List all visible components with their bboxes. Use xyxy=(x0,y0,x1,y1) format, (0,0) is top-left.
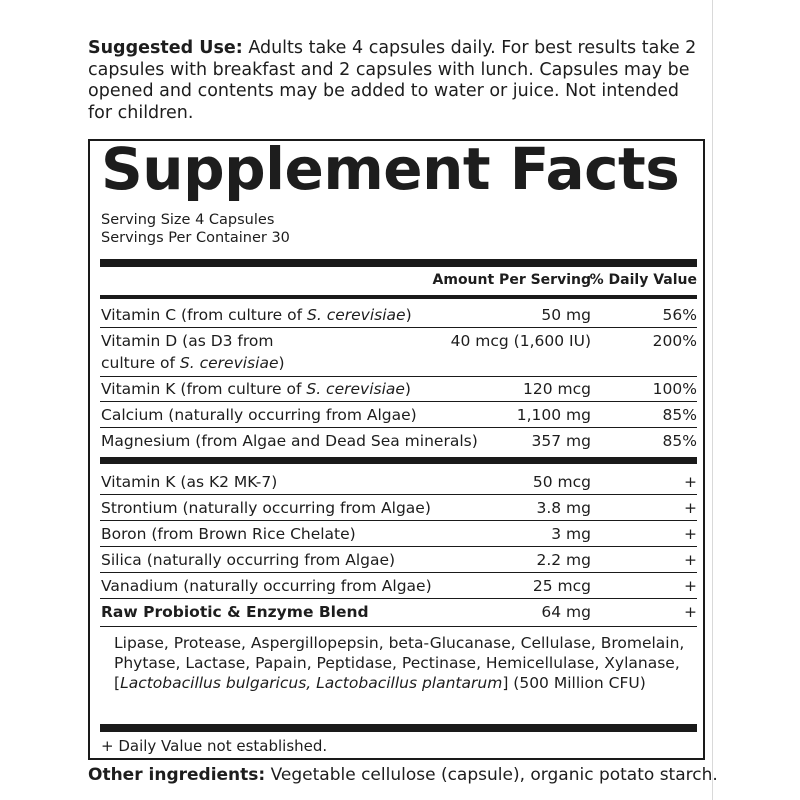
other-ingredients-label: Other ingredients: xyxy=(88,765,266,785)
suggested-use xyxy=(88,38,708,124)
nutrient-dv: + xyxy=(684,603,697,621)
nutrient-amount: 1,100 mg xyxy=(516,406,591,424)
nutrient-row xyxy=(100,601,697,627)
nutrient-name: Silica (naturally occurring from Algae) xyxy=(101,551,396,569)
nutrient-amount: 357 mg xyxy=(531,432,591,450)
nutrient-name: Calcium (naturally occurring from Algae) xyxy=(101,406,417,424)
nutrient-name: Raw Probiotic & Enzyme Blend xyxy=(101,603,369,621)
footnote: + Daily Value not established. xyxy=(101,737,328,755)
nutrient-row xyxy=(100,575,697,599)
nutrient-row xyxy=(100,330,697,377)
nutrient-amount: 50 mcg xyxy=(532,473,591,491)
supplement-facts-panel xyxy=(88,135,705,760)
suggested-use-label: Suggested Use: xyxy=(88,38,243,58)
header-amount: Amount Per Serving xyxy=(432,272,591,288)
right-edge-line xyxy=(712,0,713,800)
suggested-use-text: Adults take 4 capsules daily. For best results take 2 capsules with breakfast and 2 capsules with lunch. Capsules may be opened and contents may be added to water or juice. Not intended for children. xyxy=(88,38,697,123)
nutrient-row xyxy=(100,378,697,402)
serving-size: Serving Size 4 Capsules xyxy=(101,212,275,228)
facts-title: Supplement Facts xyxy=(101,135,680,203)
nutrient-row xyxy=(100,549,697,573)
nutrient-dv: 85% xyxy=(662,432,697,450)
thick-divider xyxy=(100,259,697,267)
nutrient-amount: 2.2 mg xyxy=(536,551,591,569)
nutrient-amount: 50 mg xyxy=(541,306,591,324)
nutrient-name: Vitamin C (from culture of S. cerevisiae) xyxy=(101,306,412,324)
nutrient-name: Vitamin D (as D3 from culture of S. cerevisiae) xyxy=(101,332,285,372)
nutrient-dv: + xyxy=(684,525,697,543)
nutrient-name: Boron (from Brown Rice Chelate) xyxy=(101,525,356,543)
nutrient-amount: 3 mg xyxy=(551,525,591,543)
nutrient-row xyxy=(100,430,697,453)
nutrient-amount: 120 mcg xyxy=(523,380,591,398)
nutrient-dv: 56% xyxy=(662,306,697,324)
thick-divider xyxy=(100,724,697,732)
nutrient-row xyxy=(100,304,697,328)
header-daily-value: % Daily Value xyxy=(589,272,697,288)
nutrient-amount: 3.8 mg xyxy=(536,499,591,517)
nutrient-name: Magnesium (from Algae and Dead Sea minerals) xyxy=(101,432,478,450)
nutrient-amount: 40 mcg (1,600 IU) xyxy=(450,332,591,350)
nutrient-dv: + xyxy=(684,473,697,491)
nutrient-name: Vitamin K (as K2 MK-7) xyxy=(101,473,278,491)
nutrient-amount: 64 mg xyxy=(541,603,591,621)
nutrient-name: Strontium (naturally occurring from Algae) xyxy=(101,499,431,517)
nutrient-dv: + xyxy=(684,551,697,569)
blend-ingredients: Lipase, Protease, Aspergillopepsin, beta-Glucanase, Cellulase, Bromelain, Phytase, Lactase, Papain, Peptidase, Pectinase, Hemicellulase, Xylanase, [Lactobacillus bulgaricus, Lactobacillus plantarum] (500 Million CFU) xyxy=(114,634,685,692)
thick-divider xyxy=(100,457,697,464)
nutrient-dv: 85% xyxy=(662,406,697,424)
nutrient-row xyxy=(100,497,697,521)
other-ingredients-text: Vegetable cellulose (capsule), organic potato starch. xyxy=(265,765,718,785)
medium-divider xyxy=(100,295,697,299)
nutrient-row xyxy=(100,523,697,547)
nutrient-dv: 100% xyxy=(652,380,697,398)
nutrient-row xyxy=(100,404,697,428)
nutrient-name: Vitamin K (from culture of S. cerevisiae) xyxy=(101,380,411,398)
nutrient-row xyxy=(100,471,697,495)
other-ingredients xyxy=(88,765,718,785)
nutrient-name: Vanadium (naturally occurring from Algae) xyxy=(101,577,432,595)
nutrient-dv: + xyxy=(684,499,697,517)
nutrient-dv: 200% xyxy=(652,332,697,350)
servings-per-container: Servings Per Container 30 xyxy=(101,230,290,246)
nutrient-amount: 25 mcg xyxy=(532,577,591,595)
nutrient-dv: + xyxy=(684,577,697,595)
